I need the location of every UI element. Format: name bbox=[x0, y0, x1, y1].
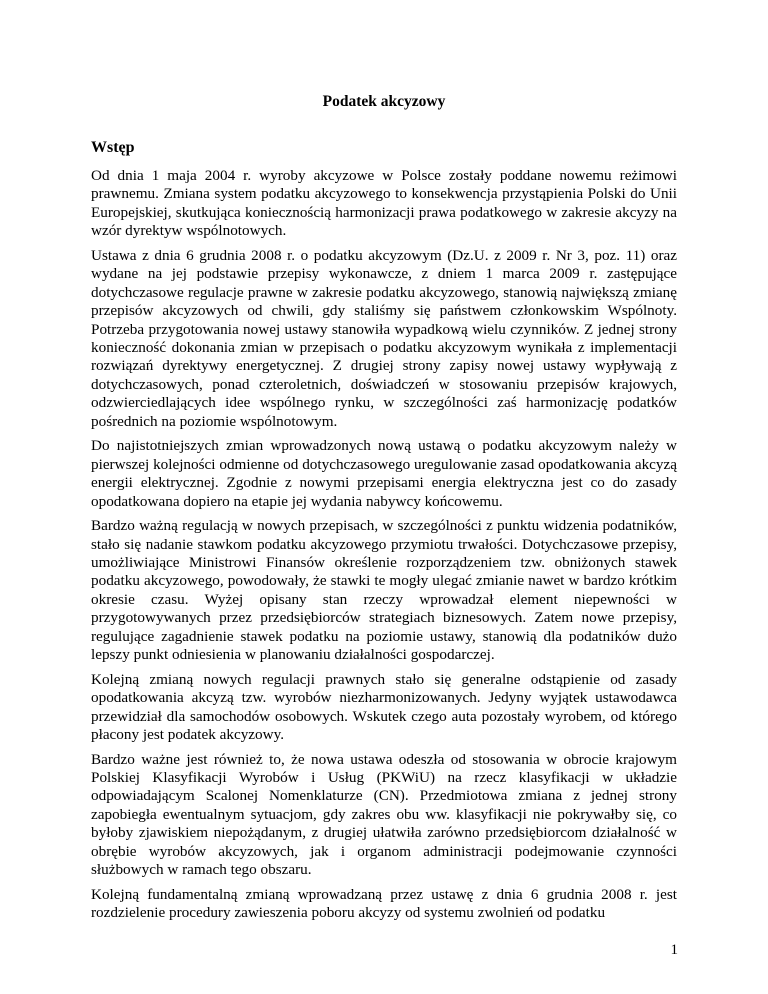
paragraph: Ustawa z dnia 6 grudnia 2008 r. o podatku akcyzowym (Dz.U. z 2009 r. Nr 3, poz. 11) oraz wydane na jej podstawie przepisy wykonawcze, z dniem 1 marca 2009 r. zastępujące dotychczasowe regulacje prawne w zakresie podatku akcyzowego, stanowią największą zmianę przepisów akcyzowych od chwili, gdy staliśmy się państwem członkowskim Wspólnoty. Potrzeba przygotowania nowej ustawy stanowiła wypadkową wielu czynników. Z jednej strony konieczność dokonania zmian w przepisach o podatku akcyzowym wynikała z implementacji rozwiązań dyrektywy energetycznej. Z drugiej strony zapisy nowej ustawy wypływają z dotychczasowych, ponad czteroletnich, doświadczeń w stosowaniu przepisów krajowych, odzwierciedlających idee wspólnego rynku, w szczególności zaś harmonizację podatków pośrednich na poziomie wspólnotowym. bbox=[91, 246, 677, 430]
paragraph: Do najistotniejszych zmian wprowadzonych nową ustawą o podatku akcyzowym należy w pierwszej kolejności odmienne od dotychczasowego uregulowanie zasad opodatkowania akcyzą energii elektrycznej. Zgodnie z nowymi przepisami energia elektryczna jest co do zasady opodatkowana dopiero na etapie jej wydania nabywcy końcowemu. bbox=[91, 437, 677, 510]
paragraph: Kolejną fundamentalną zmianą wprowadzaną przez ustawę z dnia 6 grudnia 2008 r. jest rozdzielenie procedury zawieszenia poboru akcyzy od systemu zwolnień od podatku bbox=[91, 885, 677, 922]
paragraph: Kolejną zmianą nowych regulacji prawnych stało się generalne odstąpienie od zasady opodatkowania akcyzą tzw. wyrobów niezharmonizowanych. Jedyny wyjątek ustawodawca przewidział dla samochodów osobowych. Wskutek czego auta pozostały wyrobem, od którego płacony jest podatek akcyzowy. bbox=[91, 670, 677, 743]
paragraph: Od dnia 1 maja 2004 r. wyroby akcyzowe w Polsce zostały poddane nowemu reżimowi prawnemu. Zmiana system podatku akcyzowego to konsekwencja przystąpienia Polski do Unii Europejskiej, skutkująca koniecznością harmonizacji prawa podatkowego w zakresie akcyzy na wzór dyrektyw wspólnotowych. bbox=[91, 167, 677, 240]
document-body bbox=[91, 167, 677, 929]
section-heading: Wstęp bbox=[91, 139, 135, 156]
paragraph: Bardzo ważne jest również to, że nowa ustawa odeszła od stosowania w obrocie krajowym Polskiej Klasyfikacji Wyrobów i Usług (PKWiU) na rzecz klasyfikacji w układzie odpowiadającym Scalonej Nomenklaturze (CN). Przedmiotowa zmiana z jednej strony zapobiegła ewentualnym sytuacjom, gdy zakres obu ww. klasyfikacji nie pokrywałby się, co byłoby zjawiskiem niepożądanym, z drugiej ułatwiła zarówno przedsiębiorcom działalność w obrębie wyrobów akcyzowych, jak i organom administracji podejmowanie czynności służbowych w ramach tego obszaru. bbox=[91, 750, 677, 879]
document-title: Podatek akcyzowy bbox=[322, 93, 446, 110]
page-number: 1 bbox=[670, 942, 678, 958]
paragraph: Bardzo ważną regulacją w nowych przepisach, w szczególności z punktu widzenia podatników, stało się nadanie stawkom podatku akcyzowego przymiotu trwałości. Dotychczasowe przepisy, umożliwiające Ministrowi Finansów określenie rozporządzeniem tzw. obniżonych stawek podatku akcyzowego, powodowały, że stawki te mogły ulegać zmianie nawet w bardzo krótkim okresie czasu. Wyżej opisany stan rzeczy wprowadzał element niepewności w przygotowywanych przez przedsiębiorców strategiach biznesowych. Zatem nowe przepisy, regulujące zagadnienie stawek podatku na poziomie ustawy, stanowią dla podatników dużo lepszy punkt odniesienia w planowaniu działalności gospodarczej. bbox=[91, 517, 677, 664]
